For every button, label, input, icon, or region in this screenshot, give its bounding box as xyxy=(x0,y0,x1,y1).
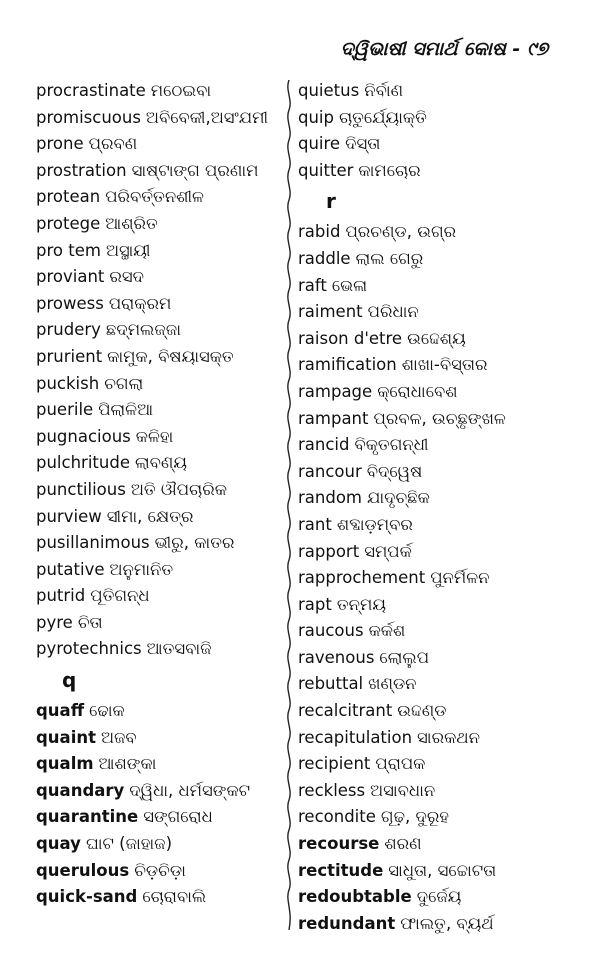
headword: quietus xyxy=(298,81,360,100)
dictionary-entry xyxy=(298,645,588,672)
translation: କାମଚୋର xyxy=(358,160,421,180)
dictionary-entry xyxy=(298,751,588,778)
dictionary-entry xyxy=(298,432,588,459)
dictionary-entry xyxy=(36,884,281,911)
right-column xyxy=(298,78,588,937)
headword: procrastinate xyxy=(36,81,146,100)
translation: ପରିଧାନ xyxy=(367,302,419,322)
dictionary-entry xyxy=(298,831,588,858)
dictionary-entry xyxy=(36,530,281,557)
translation: ଦୁର୍ଜେୟ xyxy=(416,887,462,907)
dictionary-entry xyxy=(36,725,281,752)
dictionary-entry xyxy=(36,344,281,371)
dictionary-entry xyxy=(36,751,281,778)
translation: ପ୍ରଚଣ୍ଡ, ଉଗ୍ର xyxy=(345,222,457,242)
dictionary-entry xyxy=(298,618,588,645)
translation: ଘାଟ (ଜାହାଜ) xyxy=(85,834,173,854)
translation: ସାଷ୍ଟାଙ୍ଗ ପ୍ରଣାମ xyxy=(131,160,259,180)
headword: rabid xyxy=(298,222,341,242)
column-divider xyxy=(284,80,294,930)
dictionary-entry xyxy=(36,504,281,531)
dictionary-entry xyxy=(36,698,281,725)
dictionary-entry xyxy=(298,884,588,911)
dictionary-entry xyxy=(298,158,588,185)
translation: କ୍ରୋଧାବେଶ xyxy=(377,381,458,401)
dictionary-entry xyxy=(36,583,281,610)
dictionary-entry xyxy=(36,78,281,105)
translation: ଅସାବଧାନ xyxy=(370,780,436,800)
dictionary-entry xyxy=(36,158,281,185)
headword: prurient xyxy=(36,346,103,366)
dictionary-entry xyxy=(298,78,588,105)
translation: ଉଦ୍ଦଣ୍ଡ xyxy=(397,701,447,721)
dictionary-entry xyxy=(36,211,281,238)
translation: ସାରକଥନ xyxy=(417,727,480,747)
dictionary-entry xyxy=(298,326,588,353)
translation: ରସଦ xyxy=(109,267,145,287)
headword: protean xyxy=(36,187,101,207)
translation: ଚିଡ଼ଚିଡ଼ା xyxy=(134,860,186,880)
dictionary-entry xyxy=(36,397,281,424)
dictionary-entry xyxy=(36,105,281,132)
translation: ବିଦ୍ୱେଷ xyxy=(366,461,423,481)
headword: rebuttal xyxy=(298,674,364,694)
headword: quarantine xyxy=(36,807,139,827)
translation: ଛଦ୍ମଲଜ୍ଜା xyxy=(105,320,181,340)
translation: ଶାଖା-ବିସ୍ତାର xyxy=(401,355,488,375)
translation: ଚିତା xyxy=(77,612,103,632)
translation: ତନ୍ମୟ xyxy=(336,594,386,614)
translation: ପୂତିଗନ୍ଧ xyxy=(90,586,150,606)
dictionary-entry xyxy=(298,698,588,725)
translation: ଢୋକ xyxy=(89,701,125,721)
dictionary-entry xyxy=(298,725,588,752)
translation: ଆଶଙ୍କା xyxy=(98,754,157,774)
dictionary-entry xyxy=(36,131,281,158)
dictionary-entry xyxy=(36,778,281,805)
translation: ଅଜବ xyxy=(100,727,137,747)
dictionary-entry xyxy=(298,539,588,566)
translation: ଦିସ୍ତା xyxy=(345,134,381,154)
translation: ଶରଣ xyxy=(384,834,422,854)
headword: pyre xyxy=(36,612,73,632)
dictionary-entry xyxy=(298,105,588,132)
headword: recalcitrant xyxy=(298,701,393,721)
headword: rectitude xyxy=(298,860,384,880)
page-header: ଦ୍ୱିଭାଷୀ ସମାର୍ଥ କୋଷ - ୯୭ xyxy=(340,38,548,60)
section-letter-q: q xyxy=(62,668,77,693)
dictionary-entry xyxy=(298,219,588,246)
translation: ସାଧୁତା, ସଚ୍ଚୋଟତା xyxy=(388,860,497,880)
headword: proviant xyxy=(36,267,105,287)
dictionary-entry xyxy=(36,477,281,504)
headword: purview xyxy=(36,506,102,526)
headword: rampage xyxy=(298,381,373,401)
headword: prone xyxy=(36,134,84,154)
translation: ପରାକ୍ରମ xyxy=(108,293,172,313)
translation: ଅନୁମାନିତ xyxy=(109,559,174,579)
dictionary-entry xyxy=(36,831,281,858)
headword: redundant xyxy=(298,913,396,933)
dictionary-entry xyxy=(36,450,281,477)
dictionary-entry xyxy=(298,131,588,158)
dictionary-entry xyxy=(36,317,281,344)
dictionary-entry xyxy=(298,911,588,938)
dictionary-entry xyxy=(298,485,588,512)
headword: quip xyxy=(298,107,334,127)
dictionary-entry xyxy=(298,565,588,592)
headword: pulchritude xyxy=(36,453,130,473)
headword: pugnacious xyxy=(36,426,131,446)
translation: ପ୍ରବଣ xyxy=(88,134,138,154)
headword: redoubtable xyxy=(298,887,412,907)
translation: ଖଣ୍ଡନ xyxy=(368,674,417,694)
translation: ଭୀରୁ, କାତର xyxy=(154,533,235,553)
headword: rapport xyxy=(298,541,360,561)
dictionary-entry xyxy=(298,379,588,406)
headword: rancid xyxy=(298,435,350,455)
headword: querulous xyxy=(36,860,130,880)
headword: rapprochement xyxy=(298,568,426,588)
entries-p xyxy=(36,78,281,663)
headword: pyrotechnics xyxy=(36,639,142,659)
dictionary-entry xyxy=(298,352,588,379)
translation: ଶବ୍ଦାଡ଼ମ୍ବର xyxy=(336,514,413,534)
dictionary-entry xyxy=(298,246,588,273)
dictionary-entry xyxy=(298,858,588,885)
translation: ଲୋଲୁପ xyxy=(379,647,430,667)
entries-q-continued xyxy=(298,78,588,184)
dictionary-entry xyxy=(36,858,281,885)
translation: କର୍କଶ xyxy=(368,621,406,641)
dictionary-entry xyxy=(298,592,588,619)
translation: ବିକୃତଗନ୍ଧୀ xyxy=(354,435,429,455)
translation: କାମୁକ, ବିଷୟାସକ୍ତ xyxy=(107,346,234,366)
translation: ଯାଦୃଚ୍ଛିକ xyxy=(367,488,430,508)
translation: ପରିବର୍ତ୍ତନଶୀଳ xyxy=(105,187,204,207)
dictionary-entry xyxy=(36,557,281,584)
headword: recondite xyxy=(298,807,376,827)
dictionary-entry xyxy=(36,610,281,637)
translation: ସୀମା, କ୍ଷେତ୍ର xyxy=(106,506,194,526)
headword: recourse xyxy=(298,834,380,854)
translation: ଭେଳା xyxy=(331,275,368,295)
entries-q xyxy=(36,698,281,911)
headword: putrid xyxy=(36,586,86,606)
translation: ଚୋରାବାଲି xyxy=(142,887,207,907)
headword: raiment xyxy=(298,302,363,322)
translation: ଫାଲତୁ, ବ୍ୟର୍ଥ xyxy=(400,913,494,933)
dictionary-entry xyxy=(36,636,281,663)
headword: quick-sand xyxy=(36,887,138,907)
headword: putative xyxy=(36,559,105,579)
headword: protege xyxy=(36,213,101,233)
translation: କଳିହା xyxy=(135,426,174,446)
dictionary-entry xyxy=(36,291,281,318)
translation: ଆତସବାଜି xyxy=(146,639,212,659)
headword: prudery xyxy=(36,320,101,340)
translation: ଚାତୁର୍ଯ୍ୟୋକ୍ତି xyxy=(339,107,427,127)
dictionary-entry xyxy=(36,371,281,398)
headword: raison d'etre xyxy=(298,328,403,348)
translation: ସଙ୍ଗରୋଧ xyxy=(143,807,213,827)
headword: quandary xyxy=(36,780,125,800)
dictionary-entry xyxy=(36,424,281,451)
headword: prowess xyxy=(36,293,104,313)
headword: quitter xyxy=(298,160,354,180)
translation: ଲାଲ ଗେରୁ xyxy=(355,248,424,268)
headword: raucous xyxy=(298,621,364,641)
left-column xyxy=(36,78,281,911)
translation: ଲାବଣ୍ୟ xyxy=(134,453,187,473)
translation: ଚଗଲା xyxy=(104,373,144,393)
translation: ଅତି ଔପଚାରିକ xyxy=(130,479,227,499)
translation: ପ୍ରାପକ xyxy=(375,754,426,774)
headword: rampant xyxy=(298,408,369,428)
dictionary-entry xyxy=(298,804,588,831)
translation: ପିଲାଳିଆ xyxy=(98,400,154,420)
translation: ନିର୍ବାଣ xyxy=(364,81,404,100)
headword: ramification xyxy=(298,355,397,375)
dictionary-entry xyxy=(36,238,281,265)
dictionary-entry xyxy=(298,671,588,698)
headword: qualm xyxy=(36,754,94,774)
headword: quire xyxy=(298,134,341,154)
dictionary-entry xyxy=(36,264,281,291)
headword: raddle xyxy=(298,248,351,268)
headword: rapt xyxy=(298,594,332,614)
dictionary-entry xyxy=(298,273,588,300)
headword: puckish xyxy=(36,373,100,393)
headword: pro tem xyxy=(36,240,101,260)
headword: reckless xyxy=(298,780,366,800)
headword: rancour xyxy=(298,461,362,481)
translation: ଗୂଢ଼, ଦୁରୂହ xyxy=(380,807,449,827)
translation: ପୁନର୍ମିଳନ xyxy=(430,568,490,588)
dictionary-entry xyxy=(36,184,281,211)
headword: raft xyxy=(298,275,327,295)
headword: quaint xyxy=(36,727,96,747)
headword: random xyxy=(298,488,362,508)
dictionary-entry xyxy=(298,406,588,433)
headword: promiscuous xyxy=(36,107,141,127)
dictionary-entry xyxy=(298,299,588,326)
translation: ଆଶ୍ରିତ xyxy=(105,213,158,233)
translation: ମଠେଇବା xyxy=(150,81,212,100)
headword: pusillanimous xyxy=(36,533,150,553)
entries-r xyxy=(298,219,588,937)
headword: quay xyxy=(36,834,81,854)
headword: quaff xyxy=(36,701,85,721)
headword: ravenous xyxy=(298,647,375,667)
dictionary-entry xyxy=(298,512,588,539)
headword: recapitulation xyxy=(298,727,413,747)
headword: prostration xyxy=(36,160,127,180)
dictionary-entry xyxy=(298,459,588,486)
headword: puerile xyxy=(36,400,94,420)
headword: recipient xyxy=(298,754,371,774)
translation: ପ୍ରବଳ, ଉଚ୍ଛୃଙ୍ଖଳ xyxy=(373,408,506,428)
section-letter-r: r xyxy=(326,189,336,214)
translation: ଉଦ୍ଦେଶ୍ୟ xyxy=(407,328,466,348)
headword: punctilious xyxy=(36,479,126,499)
headword: rant xyxy=(298,514,332,534)
translation: ଦ୍ୱିଧା, ଧର୍ମସଙ୍କଟ xyxy=(129,780,251,800)
translation: ଅବିବେକୀ,ଅସଂଯମୀ xyxy=(145,107,269,127)
dictionary-entry xyxy=(36,804,281,831)
translation: ସମ୍ପର୍କ xyxy=(364,541,412,561)
translation: ଅସ୍ଥାୟୀ xyxy=(105,240,151,260)
dictionary-entry xyxy=(298,778,588,805)
